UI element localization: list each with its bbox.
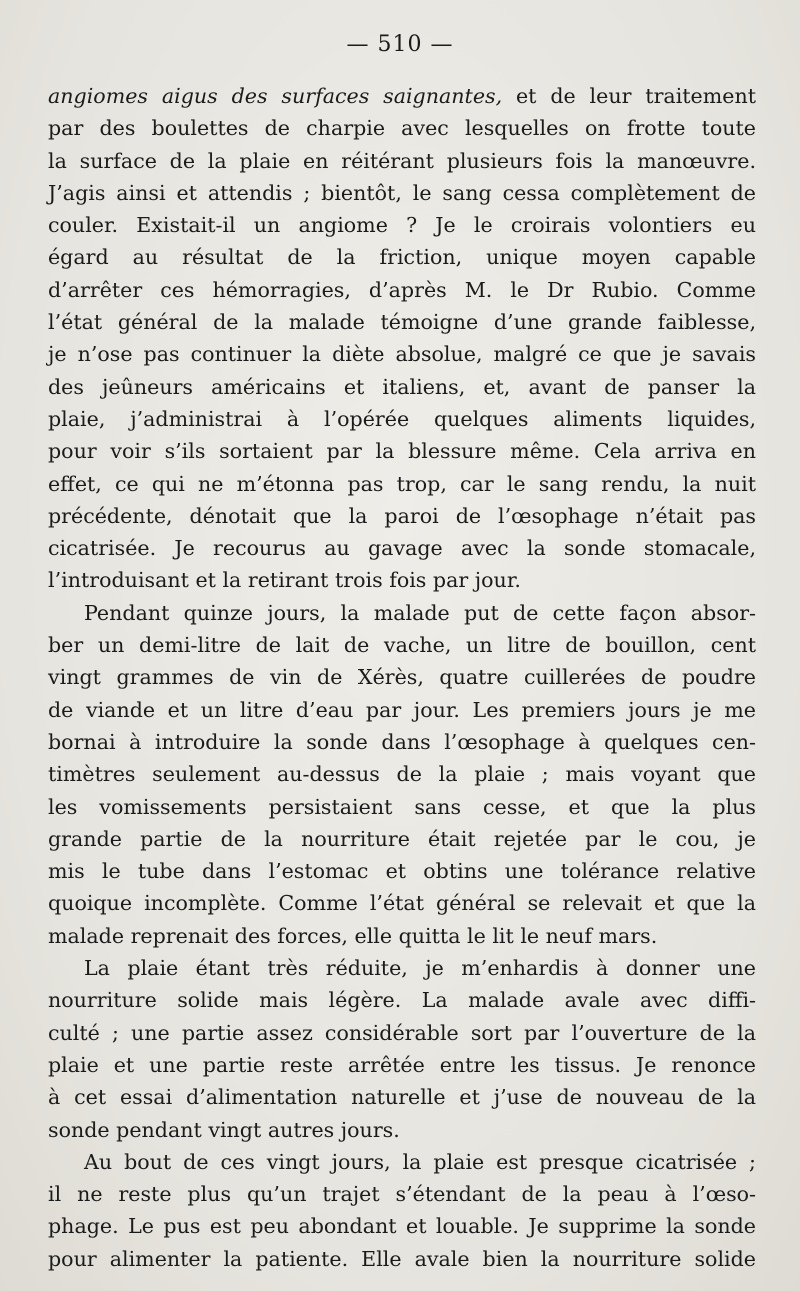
text-segment: grande partie de la nourriture était rejetée par le cou, je bbox=[48, 826, 756, 851]
text-segment: mis le tube dans l’estomac et obtins une tolérance relative bbox=[48, 859, 756, 884]
text-line bbox=[48, 597, 756, 629]
text-segment: ber un demi-litre de lait de vache, un litre de bouillon, cent bbox=[48, 633, 756, 658]
text-segment: pour alimenter la patiente. Elle avale bien la nourriture solide bbox=[48, 1246, 756, 1271]
text-segment: et de leur traitement bbox=[502, 84, 756, 108]
text-segment: nourriture solide mais légère. La malade avale avec diffi- bbox=[48, 988, 756, 1013]
text-line bbox=[48, 1146, 756, 1178]
text-segment: il ne reste plus qu’un trajet s’étendant de la peau à l’œso- bbox=[48, 1182, 756, 1207]
text-segment: la surface de la plaie en réitérant plusieurs fois la manœuvre. bbox=[48, 148, 756, 173]
text-line bbox=[48, 855, 756, 887]
text-line bbox=[48, 758, 756, 790]
text-line bbox=[48, 920, 756, 952]
text-segment: pour voir s’ils sortaient par la blessure même. Cela arriva en bbox=[48, 439, 756, 464]
text-line bbox=[48, 468, 756, 500]
text-segment: précédente, dénotait que la paroi de l’œsophage n’était pas bbox=[48, 503, 756, 528]
text-segment: couler. Existait-il un angiome ? Je le croirais volontiers eu bbox=[48, 213, 756, 238]
text-segment: égard au résultat de la friction, unique moyen capable bbox=[48, 245, 756, 270]
text-line bbox=[48, 145, 756, 177]
text-line bbox=[48, 952, 756, 984]
text-line bbox=[48, 1210, 756, 1242]
text-line bbox=[48, 500, 756, 532]
text-segment: à cet essai d’alimentation naturelle et j’use de nouveau de la bbox=[48, 1085, 756, 1110]
italic-text-segment: angiomes aigus des surfaces saignantes, bbox=[48, 84, 503, 108]
text-line bbox=[48, 1243, 756, 1275]
text-line bbox=[48, 371, 756, 403]
text-line bbox=[48, 726, 756, 758]
text-segment: malade reprenait des forces, elle quitta le lit le neuf mars. bbox=[48, 923, 658, 948]
text-line bbox=[48, 177, 756, 209]
text-segment: l’état général de la malade témoigne d’une grande faiblesse, bbox=[48, 310, 756, 335]
text-segment: phage. Le pus est peu abondant et louable. Je supprime la sonde bbox=[48, 1214, 756, 1239]
text-line bbox=[48, 984, 756, 1016]
text-segment: La plaie étant très réduite, je m’enhardis à donner une bbox=[84, 956, 756, 981]
text-line bbox=[48, 1081, 756, 1113]
text-segment: timètres seulement au-dessus de la plaie ; mais voyant que bbox=[48, 762, 756, 787]
text-line bbox=[48, 112, 756, 144]
text-segment: culté ; une partie assez considérable sort par l’ouverture de la bbox=[48, 1020, 756, 1045]
text-line bbox=[48, 80, 756, 112]
text-line bbox=[48, 532, 756, 564]
text-segment: Pendant quinze jours, la malade put de cette façon absor- bbox=[84, 600, 756, 625]
text-line bbox=[48, 823, 756, 855]
text-line bbox=[48, 661, 756, 693]
text-segment: bornai à introduire la sonde dans l’œsophage à quelques cen- bbox=[48, 729, 756, 754]
text-segment: cicatrisée. Je recourus au gavage avec la sonde stomacale, bbox=[48, 536, 756, 561]
text-segment: d’arrêter ces hémorragies, d’après M. le Dr Rubio. Comme bbox=[48, 277, 756, 302]
text-line bbox=[48, 629, 756, 661]
text-segment: J’agis ainsi et attendis ; bientôt, le sang cessa complètement de bbox=[48, 180, 756, 205]
text-line bbox=[48, 274, 756, 306]
text-line bbox=[48, 564, 756, 596]
text-line bbox=[48, 1049, 756, 1081]
text-segment: des jeûneurs américains et italiens, et, avant de panser la bbox=[48, 374, 756, 399]
text-segment: sonde pendant vingt autres jours. bbox=[48, 1117, 400, 1142]
text-line bbox=[48, 1114, 756, 1146]
text-segment: plaie, j’administrai à l’opérée quelques aliments liquides, bbox=[48, 406, 756, 431]
text-line bbox=[48, 403, 756, 435]
text-segment: l’introduisant et la retirant trois fois par jour. bbox=[48, 568, 521, 593]
text-line bbox=[48, 306, 756, 338]
text-segment: quoique incomplète. Comme l’état général se relevait et que la bbox=[48, 891, 756, 916]
text-segment: plaie et une partie reste arrêtée entre les tissus. Je renonce bbox=[48, 1052, 756, 1077]
text-line bbox=[48, 209, 756, 241]
text-segment: par des boulettes de charpie avec lesquelles on frotte toute bbox=[48, 116, 756, 141]
text-line bbox=[48, 241, 756, 273]
text-line bbox=[48, 435, 756, 467]
page-number: — 510 — bbox=[346, 32, 454, 57]
text-segment: de viande et un litre d’eau par jour. Les premiers jours je me bbox=[48, 697, 756, 722]
text-line bbox=[48, 338, 756, 370]
text-line bbox=[48, 1017, 756, 1049]
text-segment: les vomissements persistaient sans cesse, et que la plus bbox=[48, 794, 756, 819]
body-text bbox=[48, 80, 756, 1275]
text-segment: je n’ose pas continuer la diète absolue, malgré ce que je savais bbox=[48, 342, 756, 367]
text-line bbox=[48, 791, 756, 823]
text-line bbox=[48, 694, 756, 726]
text-segment: effet, ce qui ne m’étonna pas trop, car le sang rendu, la nuit bbox=[48, 471, 756, 496]
text-segment: vingt grammes de vin de Xérès, quatre cuillerées de poudre bbox=[48, 665, 756, 690]
text-line bbox=[48, 1178, 756, 1210]
text-line bbox=[48, 887, 756, 919]
text-segment: Au bout de ces vingt jours, la plaie est presque cicatrisée ; bbox=[84, 1149, 756, 1174]
